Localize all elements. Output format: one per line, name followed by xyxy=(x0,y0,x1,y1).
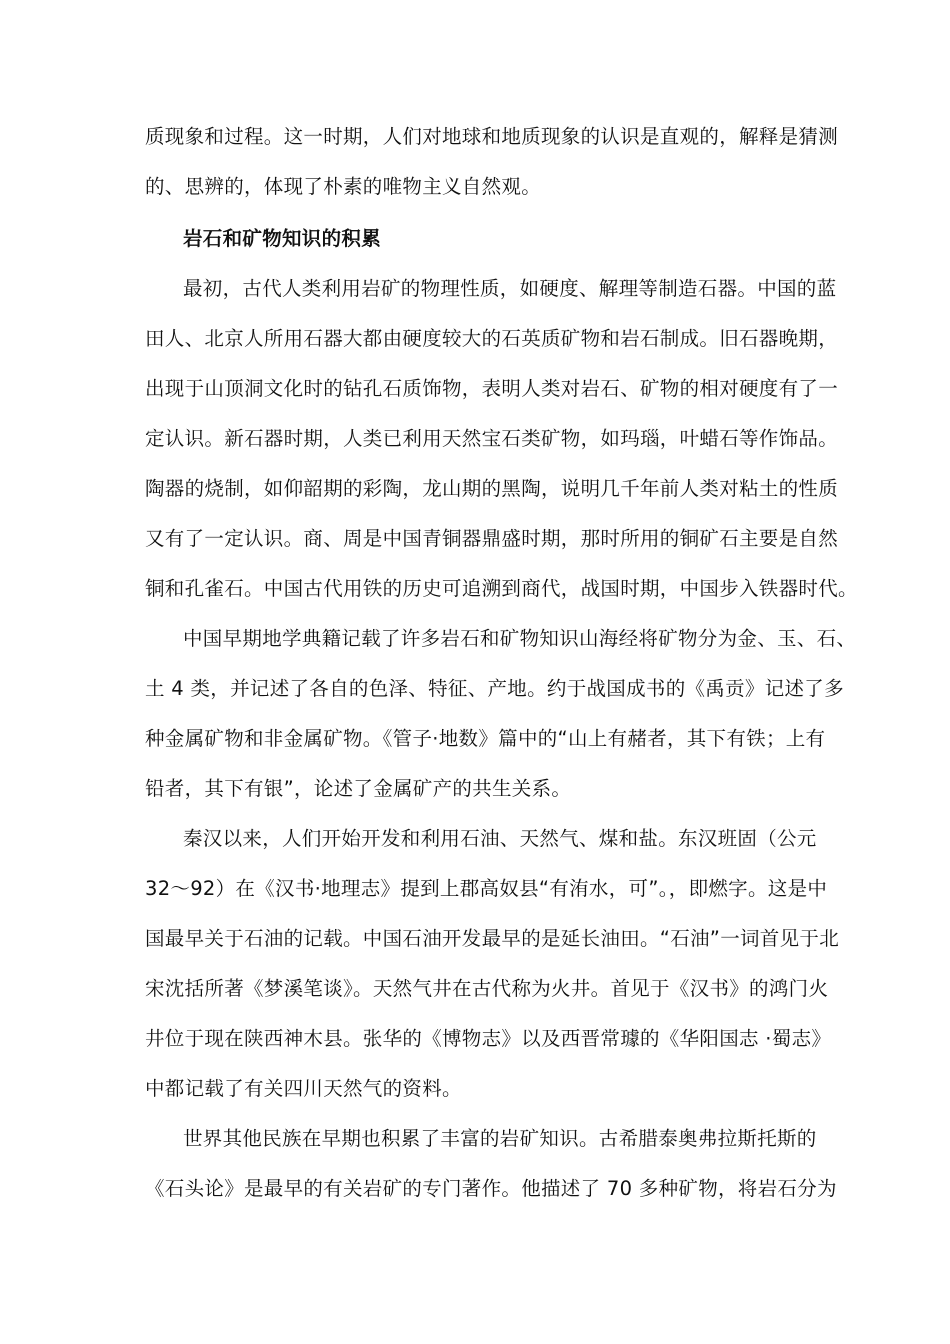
text-line: 最初，古代人类利用岩矿的物理性质，如硬度、解理等制造石器。中国的蓝 xyxy=(183,277,837,300)
text-line: 井位于现在陕西神木县。张华的《博物志》以及西晋常璩的《华阳国志 ·蜀志》 xyxy=(145,1027,832,1050)
text-line: 中都记载了有关四川天然气的资料。 xyxy=(145,1077,462,1100)
text-line: 中国早期地学典籍记载了许多岩石和矿物知识山海经将矿物分为金、玉、石、 xyxy=(183,627,857,650)
text-line: 秦汉以来，人们开始开发和利用石油、天然气、煤和盐。东汉班固（公元 xyxy=(183,827,817,850)
section-heading: 岩石和矿物知识的积累 xyxy=(183,227,382,250)
text-line: 陶器的烧制，如仰韶期的彩陶，龙山期的黑陶，说明几千年前人类对粘土的性质 xyxy=(145,477,839,500)
text-line: 铅者，其下有银”，论述了金属矿产的共生关系。 xyxy=(145,777,572,800)
text-line: 田人、北京人所用石器大都由硬度较大的石英质矿物和岩石制成。旧石器晚期， xyxy=(145,327,839,350)
text-line: 种金属矿物和非金属矿物。《管子·地数》篇中的“山上有赭者，其下有铁；上有 xyxy=(145,727,826,750)
text-line: 32～92）在《汉书·地理志》提到上郡高奴县“有洧水，可”。，即燃字。这是中 xyxy=(145,877,828,900)
text-line: 质现象和过程。这一时期，人们对地球和地质现象的认识是直观的，解释是猜测 xyxy=(145,125,839,148)
text-line: 出现于山顶洞文化时的钻孔石质饰物，表明人类对岩石、矿物的相对硬度有了一 xyxy=(145,377,839,400)
text-line: 世界其他民族在早期也积累了丰富的岩矿知识。古希腊泰奥弗拉斯托斯的 xyxy=(183,1127,817,1150)
text-line: 土 4 类，并记述了各自的色泽、特征、产地。约于战国成书的《禹贡》记述了多 xyxy=(145,677,844,700)
text-line: 铜和孔雀石。中国古代用铁的历史可追溯到商代，战国时期，中国步入铁器时代。 xyxy=(145,577,858,600)
text-line: 宋沈括所著《梦溪笔谈》。天然气井在古代称为火井。首见于《汉书》的鸿门火 xyxy=(145,977,829,1000)
text-line: 国最早关于石油的记载。中国石油开发最早的是延长油田。“石油”一词首见于北 xyxy=(145,927,840,950)
text-line: 的、思辨的，体现了朴素的唯物主义自然观。 xyxy=(145,175,542,198)
text-line: 又有了一定认识。商、周是中国青铜器鼎盛时期，那时所用的铜矿石主要是自然 xyxy=(145,527,839,550)
text-line: 定认识。新石器时期，人类已利用天然宝石类矿物，如玛瑙，叶蜡石等作饰品。 xyxy=(145,427,839,450)
text-line: 《石头论》是最早的有关岩矿的专门著作。他描述了 70 多种矿物，将岩石分为 xyxy=(145,1177,837,1200)
